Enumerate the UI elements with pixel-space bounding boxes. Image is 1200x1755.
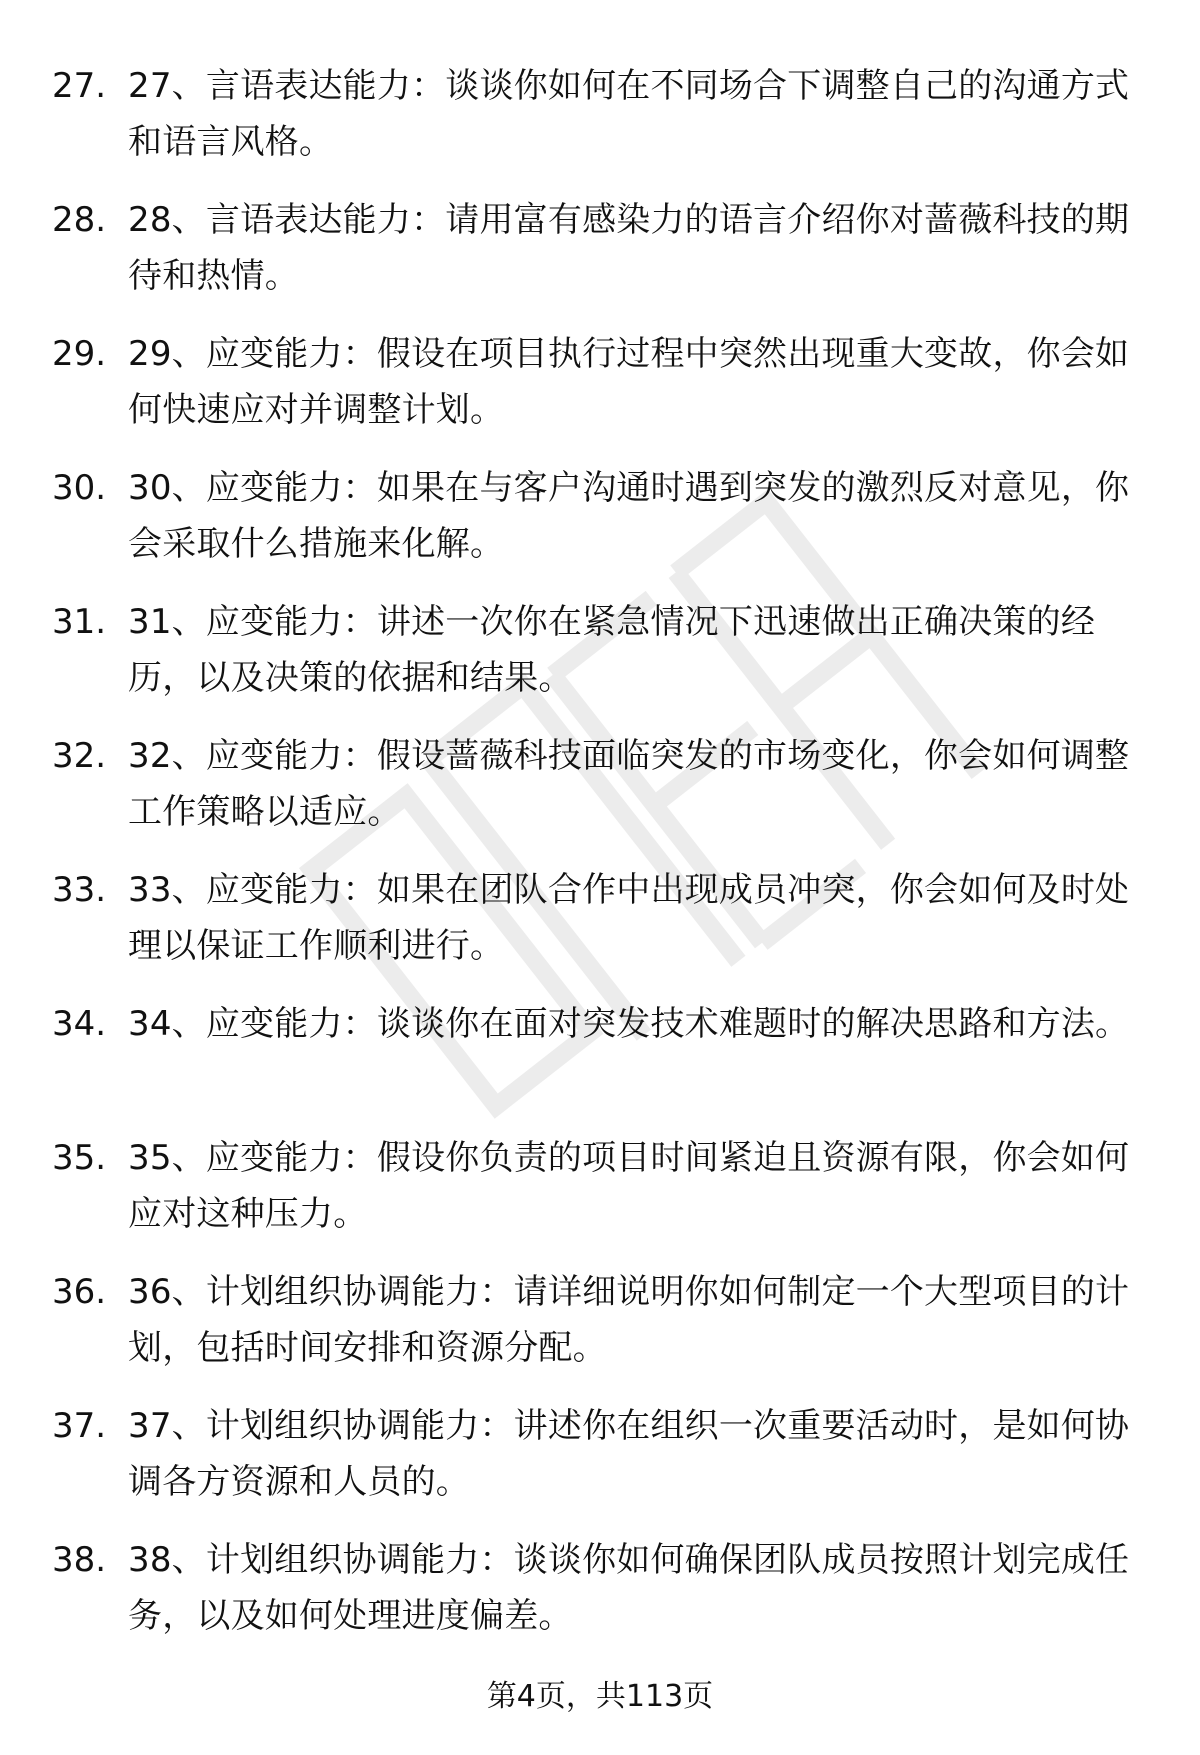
list-item (0, 996, 1200, 1130)
question-text: 38、计划组织协调能力：谈谈你如何确保团队成员按照计划完成任务，以及如何处理进度偏差。 (128, 1540, 1130, 1636)
question-number: 34. (52, 1004, 107, 1044)
list-item (0, 1532, 1200, 1666)
question-number: 33. (52, 870, 107, 910)
list-item (0, 594, 1200, 728)
question-text: 28、言语表达能力：请用富有感染力的语言介绍你对蔷薇科技的期待和热情。 (128, 200, 1130, 296)
page-footer: 第4页，共113页 (486, 1679, 714, 1714)
list-item (0, 460, 1200, 594)
list-item (0, 728, 1200, 862)
question-text: 34、应变能力：谈谈你在面对突发技术难题时的解决思路和方法。 (128, 1004, 1130, 1044)
list-item (0, 1398, 1200, 1532)
list-item (0, 862, 1200, 996)
list-item (0, 326, 1200, 460)
question-text: 32、应变能力：假设蔷薇科技面临突发的市场变化，你会如何调整工作策略以适应。 (128, 736, 1130, 832)
question-number: 29. (52, 334, 107, 374)
question-text: 29、应变能力：假设在项目执行过程中突然出现重大变故，你会如何快速应对并调整计划。 (128, 334, 1130, 430)
question-text: 33、应变能力：如果在团队合作中出现成员冲突，你会如何及时处理以保证工作顺利进行。 (128, 870, 1130, 966)
question-text: 35、应变能力：假设你负责的项目时间紧迫且资源有限，你会如何应对这种压力。 (128, 1138, 1130, 1234)
question-number: 32. (52, 736, 107, 776)
list-item (0, 1130, 1200, 1264)
question-text: 30、应变能力：如果在与客户沟通时遇到突发的激烈反对意见，你会采取什么措施来化解。 (128, 468, 1130, 564)
question-text: 31、应变能力：讲述一次你在紧急情况下迅速做出正确决策的经历，以及决策的依据和结果。 (128, 602, 1096, 698)
list-item (0, 192, 1200, 326)
list-item (0, 58, 1200, 192)
question-number: 35. (52, 1138, 107, 1178)
question-number: 27. (52, 66, 107, 106)
list-item (0, 1264, 1200, 1398)
question-number: 31. (52, 602, 107, 642)
question-number: 36. (52, 1272, 107, 1312)
question-text: 27、言语表达能力：谈谈你如何在不同场合下调整自己的沟通方式和语言风格。 (128, 66, 1130, 162)
question-number: 38. (52, 1540, 107, 1580)
question-text: 36、计划组织协调能力：请详细说明你如何制定一个大型项目的计划，包括时间安排和资源分配。 (128, 1272, 1130, 1368)
question-list (0, 58, 1200, 1666)
question-number: 37. (52, 1406, 107, 1446)
question-number: 30. (52, 468, 107, 508)
question-number: 28. (52, 200, 107, 240)
question-text: 37、计划组织协调能力：讲述你在组织一次重要活动时，是如何协调各方资源和人员的。 (128, 1406, 1130, 1502)
